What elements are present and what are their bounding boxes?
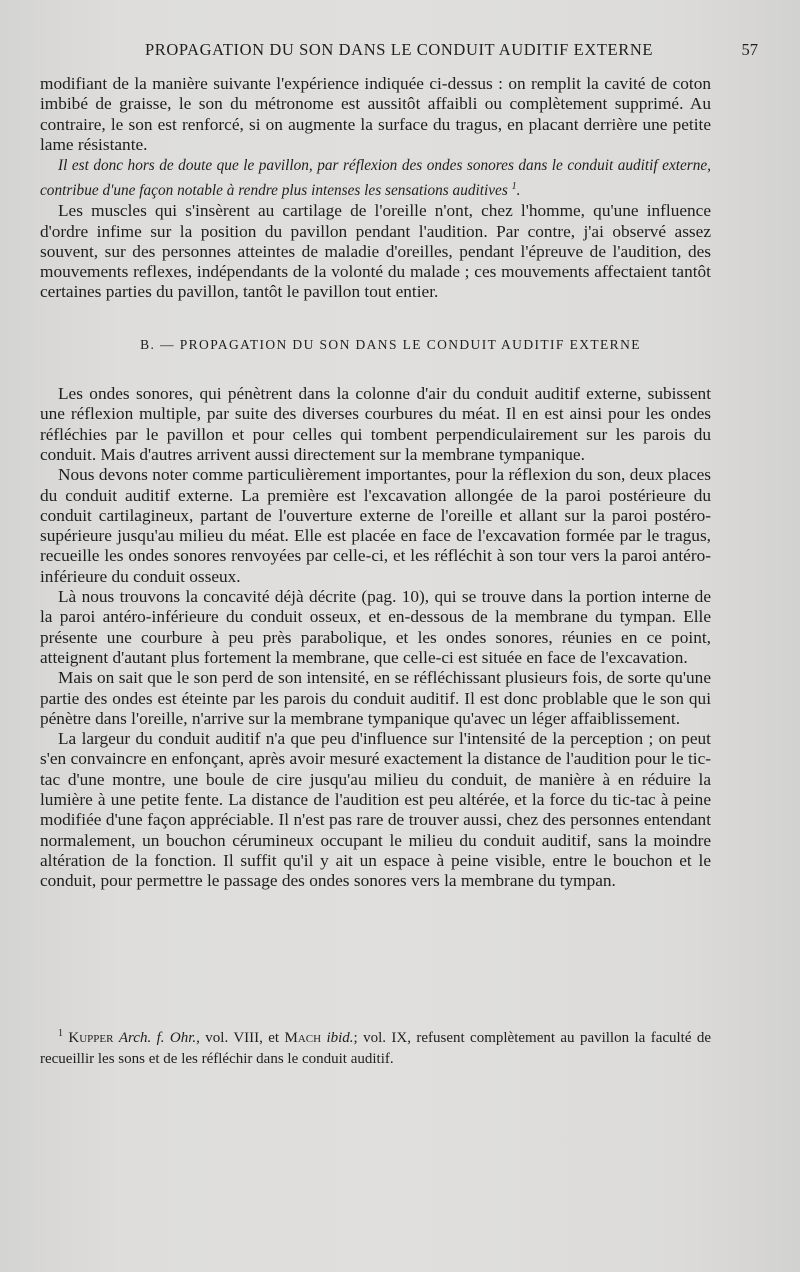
footnotes [40, 1024, 711, 1069]
footnote-author-1: Kupper [68, 1030, 114, 1046]
footnote-middle: , vol. VIII, et [196, 1030, 280, 1046]
paragraph-3: Les muscles qui s'insèrent au cartilage de l'oreille n'ont, chez l'homme, qu'une influence d'ordre infime sur la position du pavillon pendant l'audition. Par contre, j'ai observé assez souvent, sur des personnes atteintes de maladie d'oreilles, pendant l'épreuve de l'audition, des mouvements reflexes, indépendants de la volonté du malade ; ces mouvements affectaient tantôt certaines parties du pavillon, tantôt le pavillon tout entier. [40, 201, 711, 302]
footnote-1 [40, 1024, 711, 1069]
section-gap-after [40, 355, 711, 384]
paragraph-6: Là nous trouvons la concavité déjà décrite (pag. 10), qui se trouve dans la portion interne de la paroi antéro-inférieure du conduit osseux, et en-dessous de la membrane du tympan. Elle présente une courbure à peu près parabolique, et les ondes sonores, réunies en ce point, atteignent d'autant plus fortement la membrane, que celle-ci est située en face de l'excavation. [40, 587, 711, 667]
footnote-ibid: ibid. [326, 1030, 354, 1046]
footnote-mark: 1 [58, 1028, 63, 1039]
paragraph-7: Mais on sait que le son perd de son intensité, en se réfléchissant plusieurs fois, de sorte qu'une partie des ondes est éteinte par les parois du conduit auditif. Il est donc problable que le son qui pénètre dans l'oreille, n'arrive sur la membrane tympanique qu'avec un léger affaiblissement. [40, 668, 711, 728]
paragraph-5: Nous devons noter comme particulièrement importantes, pour la réflexion du son, deux places du conduit auditif externe. La première est l'excavation allongée de la paroi postérieure du conduit cartilagineux, partant de l'ouverture externe de l'oreille et allant sur la paroi postéro-supérieure jusqu'au milieu du méat. Elle est placée en face de l'excavation formée par le tragus, recueille les ondes sonores renvoyées par celle-ci, et les réfléchit à son tour vers la paroi antéro-inférieure du conduit osseux. [40, 465, 711, 586]
section-gap-before [40, 303, 711, 335]
footnote-reference: 1 [511, 181, 517, 193]
footnote-rest: ; vol. IX, refusent complètement au pavillon la faculté de recueillir les sons et de les réfléchir dans le conduit auditif. [40, 1030, 712, 1067]
page-header [40, 36, 758, 64]
paragraph-2-italic: Il est donc hors de doute que le pavillon, par réflexion des ondes sonores dans le conduit auditif externe, contribue d'une façon notable à rendre plus intenses les sensations auditives [40, 157, 711, 200]
paragraph-8: La largeur du conduit auditif n'a que peu d'influence sur l'intensité de la perception ; on peut s'en convaincre en enfonçant, après avoir mesuré exactement la distance de l'audition pour le tic-tac d'une montre, une boule de cire jusqu'au milieu du conduit, de manière à en réduire la lumière à une petite fente. La distance de l'audition est peu altérée, et la force du tic-tac à peine modifiée d'une façon appréciable. Il n'est pas rare de trouver aussi, chez des personnes entendant normalement, un bouchon cérumineux occupant le milieu du conduit auditif, sans la moindre altération de la fonction. Il suffit qu'il y ait un espace à peine visible, entre le bouchon et le conduit, pour permettre le passage des ondes sonores vers la membrane du tympan. [40, 729, 711, 891]
footnote-author-2: Mach [284, 1030, 322, 1046]
paragraph-2 [40, 155, 711, 201]
running-title: PROPAGATION DU SON DANS LE CONDUIT AUDITIF EXTERNE [144, 40, 654, 59]
paragraph-1: modifiant de la manière suivante l'expérience indiquée ci-dessus : on remplit la cavité de coton imbibé de graisse, le son du métronome est aussitôt affaibli ou complètement supprimé. Au contraire, le son est renforcé, si on augmente la surface du tragus, en placant derrière une petite lame résistante. [40, 74, 711, 154]
paragraph-4: Les ondes sonores, qui pénètrent dans la colonne d'air du conduit auditif externe, subissent une réflexion multiple, par suite des diverses courbures du méat. Il en est ainsi pour les ondes réfléchies par le pavillon et pour celles qui tombent perpendiculairement sur les parois du conduit. Mais d'autres arrivent aussi directement sur la membrane tympanique. [40, 384, 711, 464]
section-title: B. — PROPAGATION DU SON DANS LE CONDUIT AUDITIF EXTERNE [140, 336, 641, 352]
page-number: 57 [741, 40, 758, 59]
footnote-journal: Arch. f. Ohr. [118, 1030, 197, 1046]
paragraph-2-end: . [516, 182, 521, 200]
main-text [40, 74, 711, 891]
